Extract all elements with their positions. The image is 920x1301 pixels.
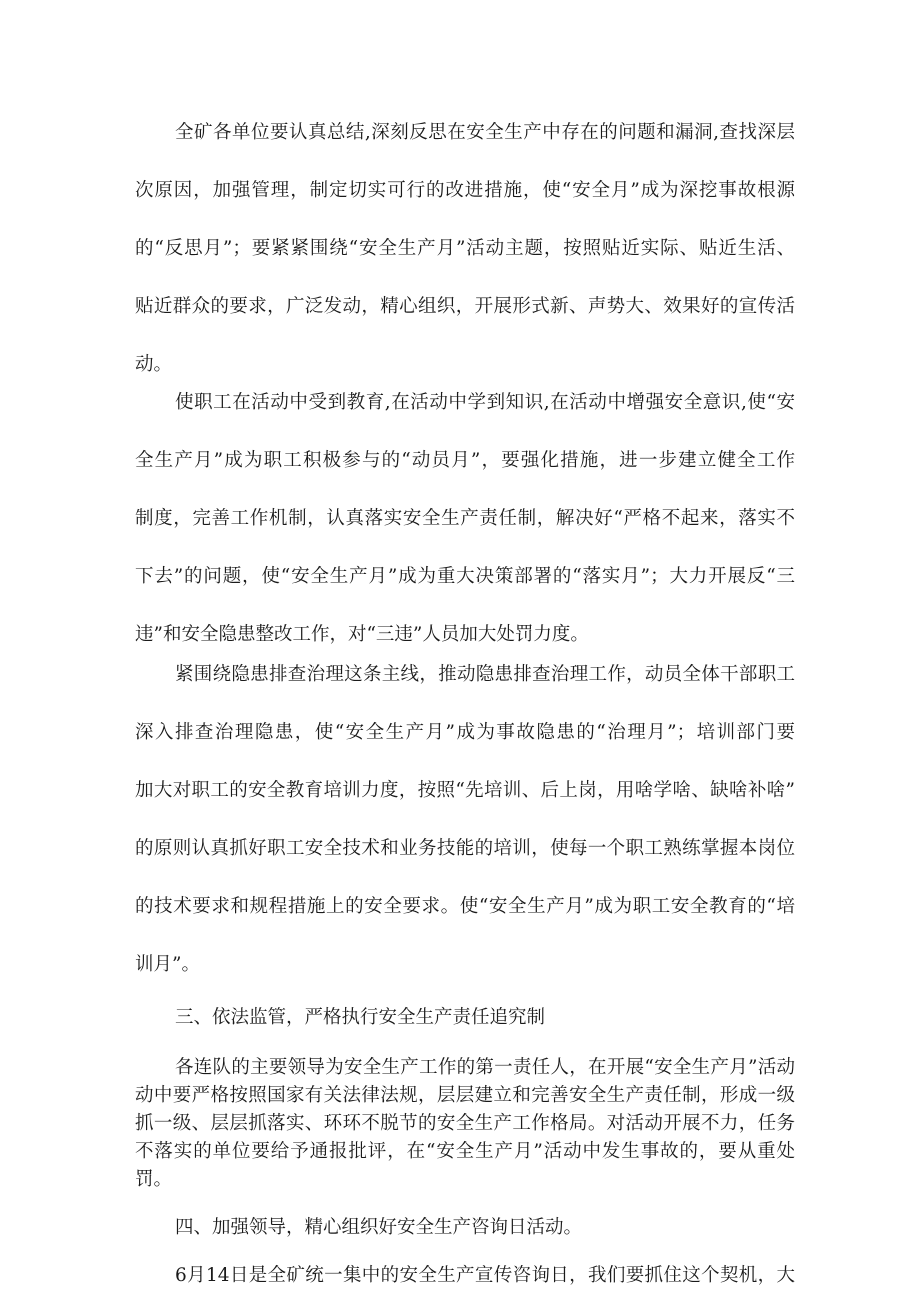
- paragraph-1-line-1: 全矿各单位要认真总结,深刻反思在安全生产中存在的问题和漏洞,查找深层: [175, 122, 795, 143]
- paragraph-5-line-5: 罚。: [135, 1169, 173, 1190]
- paragraph-1-line-2: 次原因，加强管理，制定切实可行的改进措施，使“安全月”成为深挖事故根源: [135, 180, 795, 201]
- paragraph-5-line-4: 不落实的单位要给予通报批评，在“安全生产月”活动中发生事故的，要从重处: [135, 1141, 795, 1162]
- paragraph-5-line-3: 抓一级、层层抓落实、环环不脱节的安全生产工作格局。对活动开展不力，任务: [135, 1113, 795, 1134]
- paragraph-3-line-5: 的技术要求和规程措施上的安全要求。使“安全生产月”成为职工安全教育的“培: [135, 896, 795, 917]
- section-heading-3: 三、依法监管，严格执行安全生产责任追究制: [175, 1007, 546, 1028]
- section-heading-4: 四、加强领导，精心组织好安全生产咨询日活动。: [175, 1217, 583, 1238]
- paragraph-1-line-5: 动。: [135, 354, 173, 375]
- paragraph-1-line-3: 的“反思月”；要紧紧围绕“安全生产月”活动主题，按照贴近实际、贴近生活、: [135, 238, 795, 259]
- paragraph-2-line-2: 全生产月”成为职工积极参与的“动员月”，要强化措施，进一步建立健全工作: [135, 450, 795, 471]
- paragraph-3-line-4: 的原则认真抓好职工安全技术和业务技能的培训，使每一个职工熟练掌握本岗位: [135, 838, 795, 859]
- paragraph-2-line-5: 违”和安全隐患整改工作，对“三违”人员加大处罚力度。: [135, 624, 589, 645]
- paragraph-7-line-1: 6月14日是全矿统一集中的安全生产宣传咨询日，我们要抓住这个契机，大: [175, 1265, 795, 1286]
- paragraph-3-line-6: 训月”。: [135, 954, 200, 975]
- paragraph-2-line-3: 制度，完善工作机制，认真落实安全生产责任制，解决好“严格不起来，落实不: [135, 508, 795, 529]
- paragraph-2-line-1: 使职工在活动中受到教育,在活动中学到知识,在活动中增强安全意识,使“安: [175, 392, 795, 413]
- paragraph-3-line-3: 加大对职工的安全教育培训力度，按照“先培训、后上岗，用啥学啥、缺啥补啥”: [135, 780, 795, 801]
- paragraph-1-line-4: 贴近群众的要求，广泛发动，精心组织，开展形式新、声势大、效果好的宣传活: [135, 296, 795, 317]
- paragraph-3-line-2: 深入排查治理隐患，使“安全生产月”成为事故隐患的“治理月”；培训部门要: [135, 722, 795, 743]
- paragraph-5-line-1: 各连队的主要领导为安全生产工作的第一责任人，在开展“安全生产月”活动: [175, 1057, 795, 1078]
- paragraph-3-line-1: 紧围绕隐患排查治理这条主线，推动隐患排查治理工作，动员全体干部职工: [175, 664, 795, 685]
- paragraph-5-line-2: 动中要严格按照国家有关法律法规，层层建立和完善安全生产责任制，形成一级: [135, 1085, 795, 1106]
- paragraph-2-line-4: 下去”的问题，使“安全生产月”成为重大决策部署的“落实月”；大力开展反“三: [135, 566, 795, 587]
